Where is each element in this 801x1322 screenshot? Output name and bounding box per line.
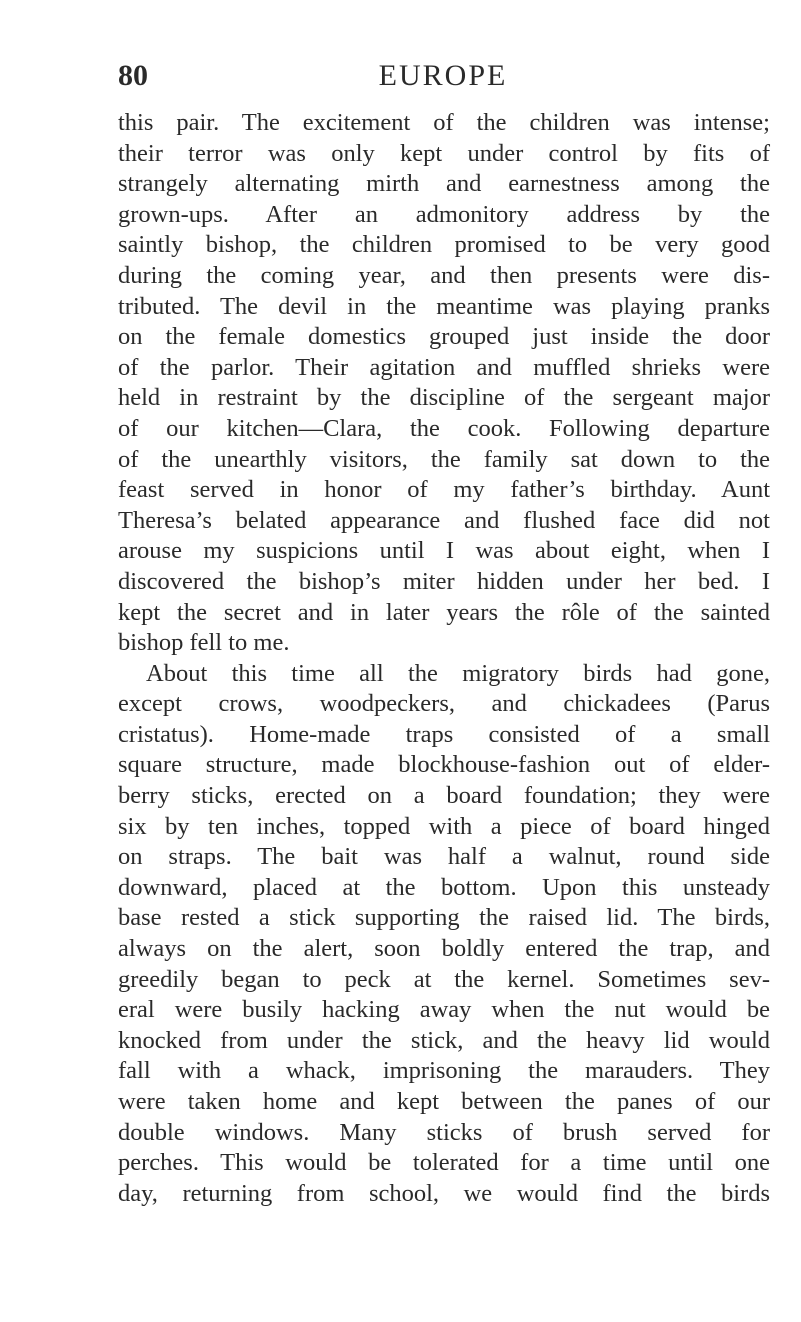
text-line: bishop fell to me.: [118, 629, 290, 657]
text-line: on the female domestics grouped just inside the door: [118, 323, 770, 351]
text-line: were taken home and kept between the panes of our: [118, 1088, 770, 1115]
text-line: always on the alert, soon boldly entered the trap, and: [118, 935, 770, 963]
text-line: except crows, woodpeckers, and chickadees (Parus: [118, 690, 770, 718]
text-line: this pair. The excitement of the children was intense;: [118, 109, 770, 136]
text-line: cristatus). Home-made traps consisted of a small: [118, 720, 770, 748]
text-line: of the parlor. Their agitation and muffled shrieks were: [118, 353, 770, 381]
paragraph: [118, 659, 770, 1210]
text-line: base rested a stick supporting the raised lid. The birds,: [118, 904, 770, 932]
text-line: of our kitchen—Clara, the cook. Following departure: [118, 414, 770, 442]
text-line: kept the secret and in later years the rôle of the sainted: [118, 598, 770, 626]
text-line: during the coming year, and then presents were dis-: [118, 261, 770, 289]
text-line: discovered the bishop’s miter hidden under her bed. I: [118, 567, 770, 595]
text-line: grown-ups. After an admonitory address by the: [118, 200, 770, 228]
text-line: tributed. The devil in the meantime was playing pranks: [118, 292, 770, 320]
text-line: berry sticks, erected on a board foundation; they were: [118, 782, 770, 810]
text-line: square structure, made blockhouse-fashion out of elder-: [118, 751, 770, 779]
text-line: strangely alternating mirth and earnestness among the: [118, 170, 770, 198]
text-line: saintly bishop, the children promised to be very good: [118, 231, 770, 259]
text-line: Theresa’s belated appearance and flushed face did not: [118, 506, 770, 534]
body-text: [118, 108, 770, 1209]
text-line: About this time all the migratory birds had gone,: [146, 659, 770, 687]
text-line: arouse my suspicions until I was about eight, when I: [118, 537, 770, 565]
running-head: [118, 56, 768, 96]
text-line: double windows. Many sticks of brush served for: [118, 1118, 770, 1146]
text-line: held in restraint by the discipline of the sergeant major: [118, 384, 770, 412]
text-line: six by ten inches, topped with a piece of board hinged: [118, 812, 770, 840]
paragraph: [118, 108, 770, 659]
text-line: downward, placed at the bottom. Upon this unsteady: [118, 873, 770, 901]
text-line: feast served in honor of my father’s birthday. Aunt: [118, 476, 770, 504]
text-line: greedily began to peck at the kernel. Sometimes sev-: [118, 965, 770, 993]
text-line: eral were busily hacking away when the nut would be: [118, 996, 770, 1024]
text-line: of the unearthly visitors, the family sat down to the: [118, 445, 770, 473]
text-line: knocked from under the stick, and the heavy lid would: [118, 1026, 770, 1054]
text-line: their terror was only kept under control by fits of: [118, 139, 770, 167]
page-number: 80: [118, 59, 148, 92]
text-line: on straps. The bait was half a walnut, round side: [118, 843, 770, 871]
text-line: fall with a whack, imprisoning the marauders. They: [118, 1057, 770, 1085]
text-line: day, returning from school, we would find the birds: [118, 1179, 770, 1207]
running-title: EUROPE: [378, 59, 508, 92]
text-line: perches. This would be tolerated for a time until one: [118, 1149, 770, 1177]
